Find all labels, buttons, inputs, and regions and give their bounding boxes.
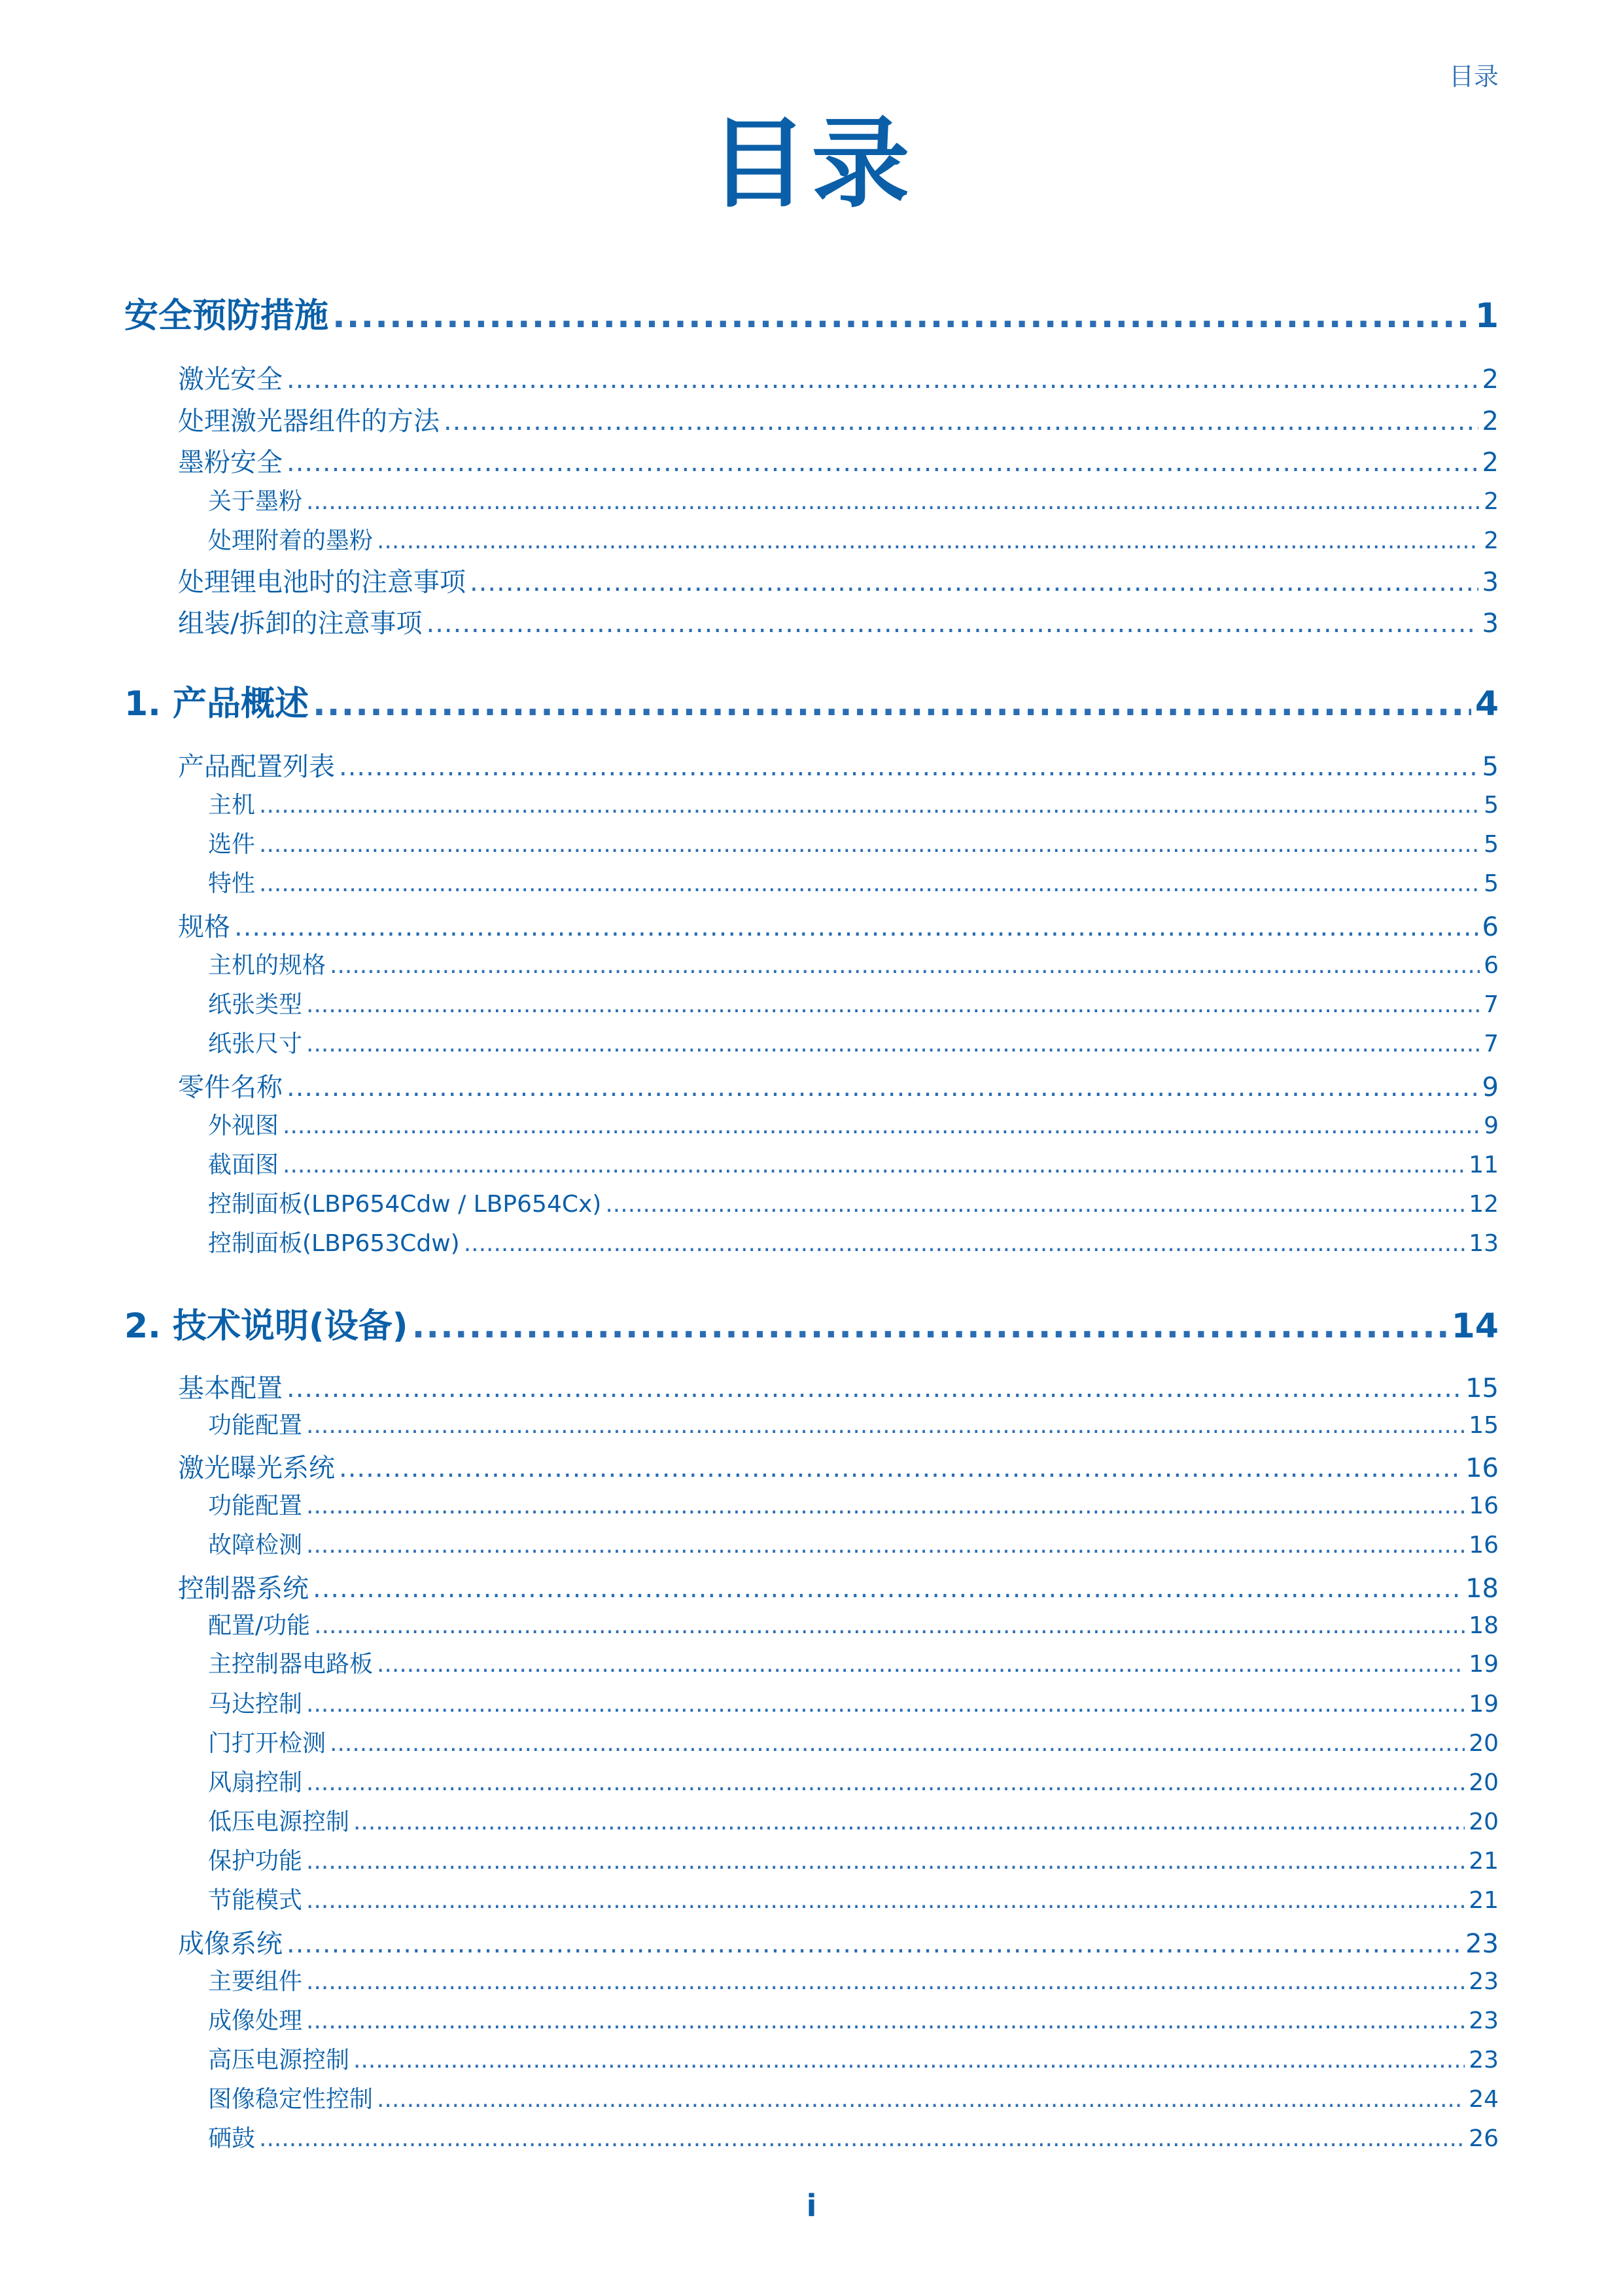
toc-entry-page-number: 15 — [1469, 1412, 1499, 1439]
toc-entry[interactable] — [178, 359, 1499, 394]
toc-entry[interactable] — [208, 1882, 1499, 1915]
toc-entry-label: 特性 — [208, 870, 256, 897]
toc-entry-label: 处理激光器组件的方法 — [178, 406, 440, 436]
toc-entry-label: 安全预防措施 — [124, 296, 329, 336]
dot-leader — [306, 1492, 1465, 1519]
dot-leader — [306, 991, 1480, 1018]
dot-leader — [306, 1532, 1465, 1559]
toc-entry[interactable] — [208, 2081, 1499, 2113]
toc-entry-label: 纸张尺寸 — [208, 1031, 303, 1057]
toc-entry-label: 产品配置列表 — [178, 752, 335, 782]
dot-leader — [287, 1373, 1461, 1404]
toc-entry-label: 控制面板(LBP653Cdw) — [208, 1230, 460, 1257]
toc-entry-label: 功能配置 — [208, 1412, 303, 1439]
toc-entry[interactable] — [208, 1607, 1499, 1640]
toc-entry-label: 主机的规格 — [208, 952, 326, 979]
toc-entry[interactable] — [208, 1646, 1499, 1678]
toc-entry-page-number: 16 — [1469, 1532, 1499, 1559]
toc-entry-page-number: 5 — [1484, 792, 1499, 819]
dot-leader — [287, 1072, 1478, 1103]
dot-leader — [313, 1574, 1461, 1604]
toc-entry[interactable] — [208, 1487, 1499, 1520]
toc-entry-label: 配置/功能 — [208, 1612, 311, 1639]
toc-entry[interactable] — [208, 483, 1499, 516]
dot-leader — [330, 1730, 1465, 1757]
dot-leader — [306, 1968, 1465, 1995]
toc-entry-page-number: 5 — [1482, 752, 1499, 782]
toc-entry-label: 截面图 — [208, 1152, 279, 1178]
dot-leader — [444, 406, 1478, 436]
dot-leader — [259, 831, 1480, 858]
toc-entry[interactable] — [208, 2120, 1499, 2153]
toc-entry-label: 墨粉安全 — [178, 448, 283, 478]
page-number: i — [806, 2188, 817, 2223]
toc-entry[interactable] — [208, 1025, 1499, 1058]
toc-entry-label: 外视图 — [208, 1112, 279, 1139]
toc-entry-page-number: 23 — [1469, 1968, 1499, 1995]
toc-entry-page-number: 24 — [1469, 2086, 1499, 2113]
toc-entry-page-number: 20 — [1469, 1809, 1499, 1835]
dot-leader — [306, 1887, 1465, 1914]
toc-entry[interactable] — [208, 1146, 1499, 1179]
toc-entry[interactable] — [208, 1803, 1499, 1836]
dot-leader — [426, 609, 1478, 639]
toc-entry[interactable] — [208, 1764, 1499, 1797]
toc-entry-page-number: 6 — [1484, 952, 1499, 979]
toc-entry-page-number: 5 — [1484, 831, 1499, 858]
toc-entry-label: 成像系统 — [178, 1929, 283, 1959]
toc-entry[interactable] — [178, 1368, 1499, 1403]
dot-leader — [234, 912, 1478, 942]
toc-entry-label: 处理锂电池时的注意事项 — [178, 567, 466, 597]
toc-entry-page-number: 2 — [1484, 527, 1499, 554]
toc-entry-label: 节能模式 — [208, 1887, 303, 1914]
toc-entry-label: 图像稳定性控制 — [208, 2086, 374, 2113]
toc-entry-label: 处理附着的墨粉 — [208, 527, 374, 554]
dot-leader — [306, 1691, 1465, 1718]
toc-entry[interactable] — [208, 1843, 1499, 1875]
toc-entry[interactable] — [208, 1186, 1499, 1218]
toc-entry-page-number: 15 — [1465, 1373, 1499, 1404]
toc-entry-page-number: 21 — [1469, 1887, 1499, 1914]
dot-leader — [314, 1612, 1465, 1639]
dot-leader — [306, 1848, 1465, 1875]
toc-entry-label: 风扇控制 — [208, 1769, 303, 1796]
toc-entry-label: 零件名称 — [178, 1072, 283, 1103]
toc-entry-label: 主机 — [208, 792, 256, 819]
toc-entry-label: 基本配置 — [178, 1373, 283, 1404]
dot-leader — [306, 1769, 1465, 1796]
toc-entry-label: 主控制器电路板 — [208, 1651, 374, 1678]
dot-leader — [287, 1929, 1461, 1959]
toc-entry-label: 故障检测 — [208, 1532, 303, 1559]
toc-entry[interactable] — [178, 1067, 1499, 1102]
toc-entry-page-number: 18 — [1465, 1574, 1499, 1604]
toc-entry-page-number: 7 — [1484, 1031, 1499, 1057]
dot-leader — [605, 1191, 1465, 1218]
toc-entry-page-number: 21 — [1469, 1848, 1499, 1875]
toc-entry-label: 控制面板(LBP654Cdw / LBP654Cx) — [208, 1191, 602, 1218]
page-title: 目录 — [709, 107, 914, 221]
toc-entry-page-number: 16 — [1469, 1492, 1499, 1519]
dot-leader — [412, 1307, 1448, 1346]
toc-entry-page-number: 19 — [1469, 1651, 1499, 1678]
toc-entry-label: 2. 技术说明(设备) — [124, 1307, 408, 1346]
toc-entry-page-number: 19 — [1469, 1691, 1499, 1718]
toc-entry-page-number: 26 — [1469, 2125, 1499, 2152]
dot-leader — [259, 2125, 1465, 2152]
toc-entry-page-number: 20 — [1469, 1730, 1499, 1757]
toc-entry-label: 激光安全 — [178, 364, 283, 395]
toc-entry[interactable] — [208, 986, 1499, 1019]
toc-entry[interactable] — [178, 906, 1499, 942]
toc-entry-page-number: 3 — [1482, 609, 1499, 639]
toc-entry-label: 规格 — [178, 912, 230, 942]
toc-entry-page-number: 2 — [1482, 364, 1499, 395]
toc-entry[interactable] — [208, 1725, 1499, 1757]
toc-entry-label: 纸张类型 — [208, 991, 303, 1018]
toc-entry-page-number: 2 — [1482, 406, 1499, 436]
toc-entry-label: 门打开检测 — [208, 1730, 326, 1757]
toc-entry-label: 控制器系统 — [178, 1574, 309, 1604]
toc-entry[interactable] — [208, 1107, 1499, 1140]
dot-leader — [283, 1112, 1480, 1139]
toc-entry[interactable] — [208, 1225, 1499, 1258]
dot-leader — [313, 684, 1471, 724]
toc-entry-label: 关于墨粉 — [208, 488, 303, 515]
dot-leader — [259, 792, 1480, 819]
toc-entry[interactable] — [208, 522, 1499, 555]
toc-entry[interactable] — [208, 1527, 1499, 1559]
toc-entry[interactable] — [208, 826, 1499, 858]
toc-entry-page-number: 5 — [1484, 870, 1499, 897]
dot-leader — [339, 1453, 1461, 1483]
toc-entry[interactable] — [178, 561, 1499, 597]
dot-leader — [287, 448, 1478, 478]
toc-entry-page-number: 13 — [1469, 1230, 1499, 1257]
toc-entry-label: 主要组件 — [208, 1968, 303, 1995]
toc-entry[interactable] — [124, 1298, 1499, 1344]
running-header: 目录 — [1448, 62, 1499, 91]
toc-entry[interactable] — [178, 1568, 1499, 1603]
toc-entry-label: 1. 产品概述 — [124, 684, 309, 724]
toc-entry-page-number: 20 — [1469, 1769, 1499, 1796]
toc-entry[interactable] — [178, 746, 1499, 781]
dot-leader — [306, 488, 1480, 515]
toc-entry-page-number: 3 — [1482, 567, 1499, 597]
toc-entry[interactable] — [208, 786, 1499, 819]
dot-leader — [306, 1031, 1480, 1057]
dot-leader — [470, 567, 1478, 597]
dot-leader — [306, 2007, 1465, 2034]
dot-leader — [377, 1651, 1465, 1678]
toc-entry[interactable] — [208, 1407, 1499, 1439]
dot-leader — [332, 296, 1471, 336]
toc-entry[interactable] — [208, 1963, 1499, 1996]
toc-entry-page-number: 9 — [1482, 1072, 1499, 1103]
toc-entry-page-number: 23 — [1465, 1929, 1499, 1959]
dot-leader — [464, 1230, 1465, 1257]
toc-entry-page-number: 2 — [1482, 448, 1499, 478]
toc-entry[interactable] — [178, 1447, 1499, 1483]
toc-entry[interactable] — [178, 400, 1499, 436]
toc-entry-page-number: 11 — [1469, 1152, 1499, 1178]
toc-entry-label: 成像处理 — [208, 2007, 303, 2034]
dot-leader — [259, 870, 1480, 897]
toc-entry[interactable] — [208, 865, 1499, 898]
toc-entry[interactable] — [208, 1686, 1499, 1718]
toc-entry-page-number: 16 — [1465, 1453, 1499, 1483]
toc-entry-label: 功能配置 — [208, 1492, 303, 1519]
toc-entry-page-number: 18 — [1469, 1612, 1499, 1639]
toc-entry[interactable] — [178, 603, 1499, 638]
dot-leader — [330, 952, 1480, 979]
dot-leader — [287, 364, 1478, 395]
toc-entry-label: 硒鼓 — [208, 2125, 256, 2152]
toc-entry-page-number: 7 — [1484, 991, 1499, 1018]
toc-entry-label: 选件 — [208, 831, 256, 858]
toc-entry-page-number: 14 — [1451, 1307, 1499, 1346]
toc-entry-page-number: 9 — [1484, 1112, 1499, 1139]
dot-leader — [353, 1809, 1465, 1835]
toc-entry-page-number: 23 — [1469, 2047, 1499, 2074]
toc-entry[interactable] — [124, 288, 1499, 334]
dot-leader — [339, 752, 1478, 782]
toc-entry[interactable] — [208, 947, 1499, 980]
toc-entry[interactable] — [208, 2041, 1499, 2074]
dot-leader — [377, 527, 1480, 554]
toc-entry-page-number: 1 — [1475, 296, 1499, 336]
toc-entry-label: 低压电源控制 — [208, 1809, 350, 1835]
toc-entry[interactable] — [178, 442, 1499, 477]
dot-leader — [353, 2047, 1465, 2074]
toc-entry-label: 保护功能 — [208, 1848, 303, 1875]
toc-entry-page-number: 6 — [1482, 912, 1499, 942]
dot-leader — [377, 2086, 1465, 2113]
toc-entry[interactable] — [178, 1923, 1499, 1958]
toc-entry[interactable] — [124, 676, 1499, 722]
toc-entry-label: 高压电源控制 — [208, 2047, 350, 2074]
toc-entry-page-number: 4 — [1475, 684, 1499, 724]
toc-entry-page-number: 12 — [1469, 1191, 1499, 1218]
toc-entry-page-number: 2 — [1484, 488, 1499, 515]
dot-leader — [283, 1152, 1465, 1178]
toc-entry-label: 组装/拆卸的注意事项 — [178, 609, 423, 639]
toc-entry[interactable] — [208, 2002, 1499, 2035]
toc-entry-label: 激光曝光系统 — [178, 1453, 335, 1483]
toc-entry-page-number: 23 — [1469, 2007, 1499, 2034]
toc-entry-label: 马达控制 — [208, 1691, 303, 1718]
dot-leader — [306, 1412, 1465, 1439]
